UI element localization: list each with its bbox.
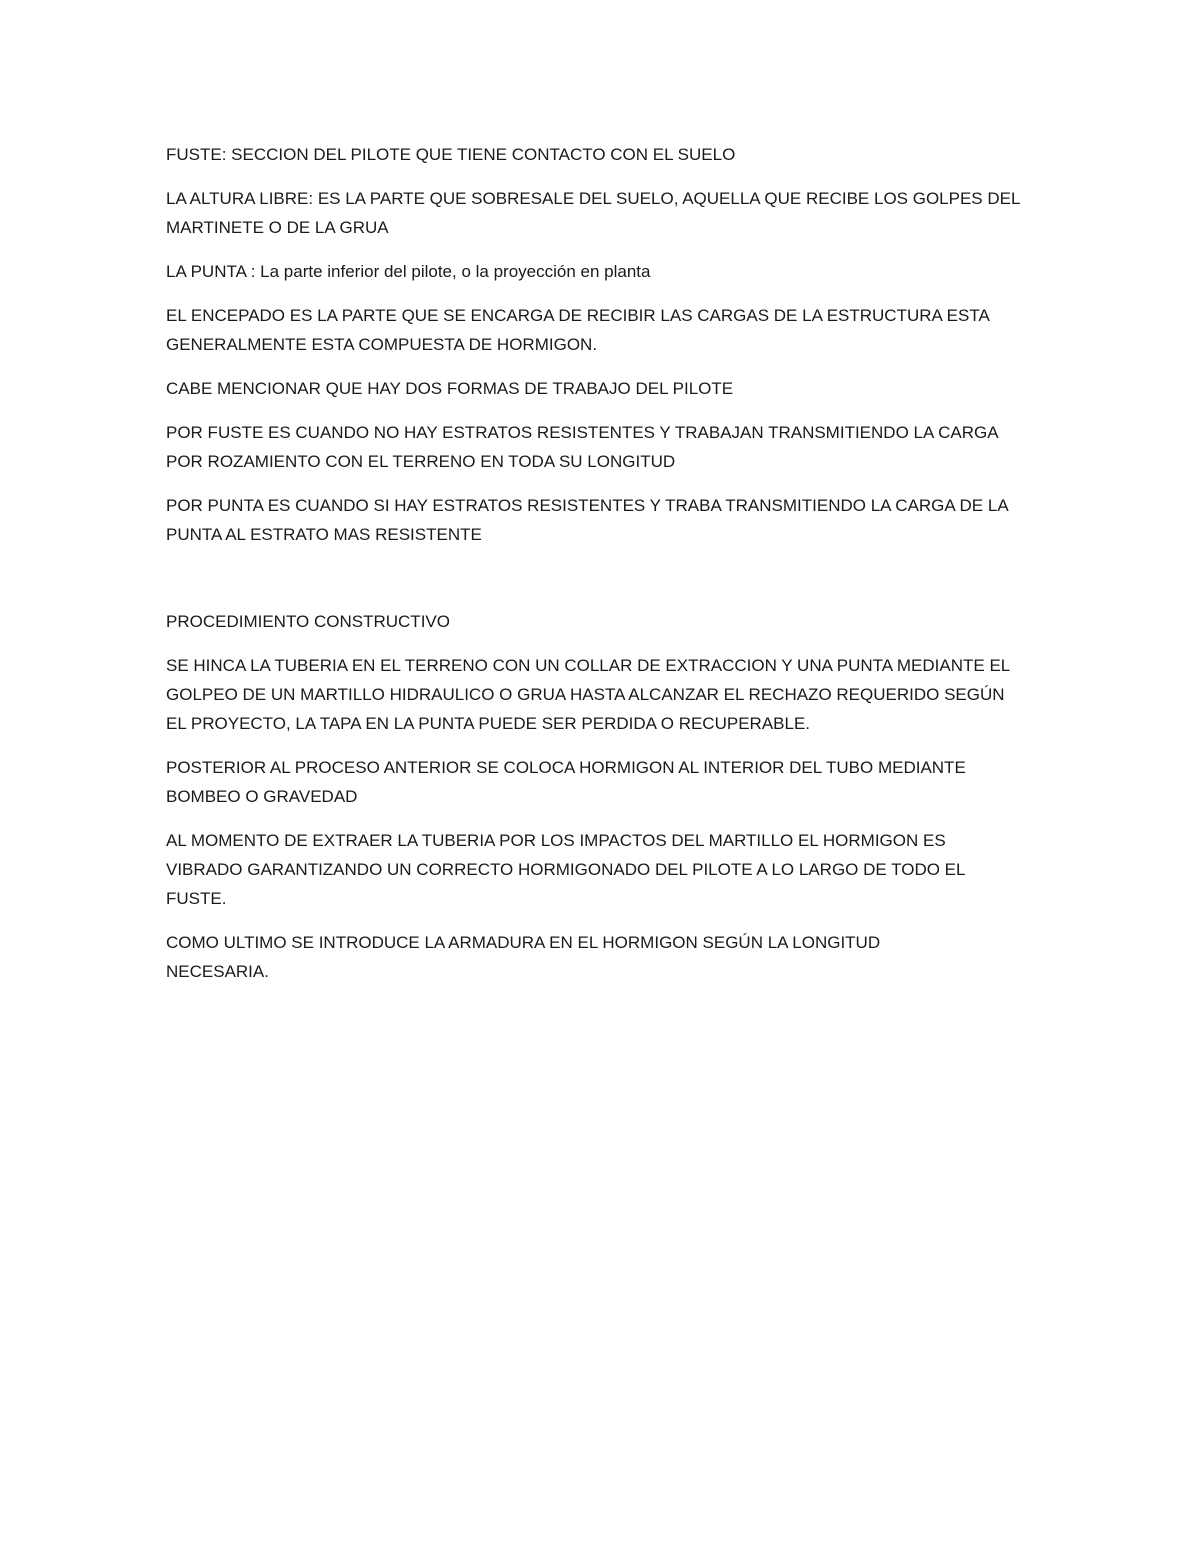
paragraph-fuste: FUSTE: SECCION DEL PILOTE QUE TIENE CONTACTO CON EL SUELO [166,145,736,164]
paragraph-hinca-tuberia: SE HINCA LA TUBERIA EN EL TERRENO CON UN COLLAR DE EXTRACCION Y UNA PUNTA MEDIANTE EL GOLPEO DE UN MARTILLO HIDRAULICO O GRUA HASTA ALCANZAR EL RECHAZO REQUERIDO SEGÚN EL PROYECTO, LA TAPA EN LA PUNTA PUEDE SER PERDIDA O RECUPERABLE. [166,656,1010,733]
paragraph-posterior: POSTERIOR AL PROCESO ANTERIOR SE COLOCA HORMIGON AL INTERIOR DEL TUBO MEDIANTE BOMBEO O GRAVEDAD [166,758,966,806]
document-body [166,140,1046,1001]
paragraph-formas-trabajo: CABE MENCIONAR QUE HAY DOS FORMAS DE TRABAJO DEL PILOTE [166,379,734,398]
section-heading: PROCEDIMIENTO CONSTRUCTIVO [166,612,450,631]
paragraph-por-fuste: POR FUSTE ES CUANDO NO HAY ESTRATOS RESISTENTES Y TRABAJAN TRANSMITIENDO LA CARGA POR ROZAMIENTO CON EL TERRENO EN TODA SU LONGITUD [166,423,998,471]
paragraph-encepado: EL ENCEPADO ES LA PARTE QUE SE ENCARGA DE RECIBIR LAS CARGAS DE LA ESTRUCTURA ESTA GENERALMENTE ESTA COMPUESTA DE HORMIGON. [166,306,989,354]
paragraph-punta: LA PUNTA : La parte inferior del pilote, o la proyección en planta [166,262,651,281]
paragraph-armadura: COMO ULTIMO SE INTRODUCE LA ARMADURA EN EL HORMIGON SEGÚN LA LONGITUD NECESARIA. [166,933,881,981]
paragraph-extraer-tuberia: AL MOMENTO DE EXTRAER LA TUBERIA POR LOS IMPACTOS DEL MARTILLO EL HORMIGON ES VIBRADO GARANTIZANDO UN CORRECTO HORMIGONADO DEL PILOTE A LO LARGO DE TODO EL FUSTE. [166,831,965,908]
section-spacer [166,564,1046,607]
paragraph-altura-libre: LA ALTURA LIBRE: ES LA PARTE QUE SOBRESALE DEL SUELO, AQUELLA QUE RECIBE LOS GOLPES DEL MARTINETE O DE LA GRUA [166,189,1020,237]
paragraph-por-punta: POR PUNTA ES CUANDO SI HAY ESTRATOS RESISTENTES Y TRABA TRANSMITIENDO LA CARGA DE LA PUNTA AL ESTRATO MAS RESISTENTE [166,496,1008,544]
